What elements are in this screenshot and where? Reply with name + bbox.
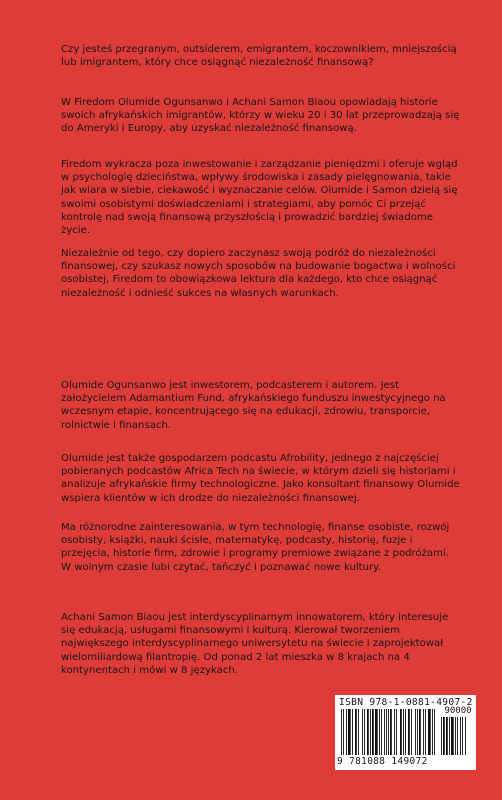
isbn-barcode bbox=[335, 695, 476, 770]
author-bio-paragraph-4 bbox=[61, 611, 461, 677]
bio-text-1: Olumide Ogunsanwo jest inwestorem, podcasterem i autorem. Jest założycielem Adamantium Fund, afrykańskiego funduszu inwestycyjnego na wczesnym etapie, koncentrującego się na edukacji, zdrowiu, transporcie, rolnictwie i finansach. bbox=[61, 380, 446, 431]
bio-text-5: Achani Samon Biaou jest interdyscyplinarnym innowatorem, który interesuje się edukacją, usługami finansowymi i kulturą. Kierował tworzeniem największego interdyscyplinarnego uniwersytetu na świecie i zaprojektował wielomiliardową filantropię. Od ponad 2 lat mieszka w 8 krajach na 4 kontynentach i mówi w 8 językach. bbox=[61, 612, 449, 676]
author-bio-paragraph-2 bbox=[61, 452, 461, 505]
author-bio-paragraph-3 bbox=[61, 521, 461, 574]
intro-paragraph-1 bbox=[61, 43, 461, 69]
bio-text-2: Olumide jest także gospodarzem podcastu Afrobility, jednego z najczęściej pobieranych podcastów Africa Tech na świecie, w którym dzieli się historiami i analizuje afrykańskie firmy technologiczne. Jako konsultant finansowy Olumide wspiera klientów w ich drodze do niezależności finansowej. bbox=[61, 453, 460, 504]
intro-paragraph-2 bbox=[61, 96, 461, 136]
ean-barcode-bars bbox=[341, 709, 437, 755]
intro-text-4: Niezależnie od tego, czy dopiero zaczynasz swoją podróż do niezależności finansowej, czy szukasz nowych sposobów na budowanie bogactwa i wolności osobistej, Firedom to obowiązkowa lektura dla każdego, kto chce osiągnąć niezależność i odnieść sukces na własnych warunkach. bbox=[61, 248, 456, 299]
ean-number: 9 781088 149072 bbox=[337, 756, 428, 767]
intro-text-1: Czy jesteś przegranym, outsiderem, emigrantem, koczownikiem, mniejszością lub imigrantem, który chce osiągnąć niezależność finansową? bbox=[61, 44, 457, 69]
price-addon-number: 90000 bbox=[444, 706, 472, 716]
bio-text-4: W wolnym czasie lubi czytać, tańczyć i poznawać nowe kultury. bbox=[61, 561, 381, 573]
intro-text-2: W Firedom Olumide Ogunsanwo i Achani Samon Biaou opowiadają historie swoich afrykańskich imigrantów, którzy w wieku 20 i 30 lat przeprowadzają się do Ameryki i Europy, aby uzyskać niezależność finansową. bbox=[61, 97, 460, 135]
intro-paragraph-3 bbox=[61, 158, 461, 237]
addon-barcode-bars bbox=[441, 717, 473, 755]
intro-paragraph-4 bbox=[61, 247, 461, 300]
isbn-label: ISBN 978-1-0881-4907-2 bbox=[339, 697, 473, 708]
author-bio-paragraph-1 bbox=[61, 379, 461, 432]
bio-text-3: Ma różnorodne zainteresowania, w tym technologię, finanse osobiste, rozwój osobisty, książki, nauki ścisłe, matematykę, podcasty, historię, fuzje i przejęcia, historie firm, zdrowie i programy premiowe związane z podróżami. bbox=[61, 522, 450, 560]
intro-text-3: Firedom wykracza poza inwestowanie i zarządzanie pieniędzmi i oferuje wgląd w psychologię dzieciństwa, wpływy środowiska i zasady pielęgnowania, takie jak wiara w siebie, ciekawość i wyznaczanie celów. Olumide i Samon dzielą się swoimi osobistymi doświadczeniami i strategiami, aby pomóc Ci przejąć kontrolę nad swoją finansową przyszłością i prowadzić bardziej świadome życie. bbox=[61, 159, 458, 237]
